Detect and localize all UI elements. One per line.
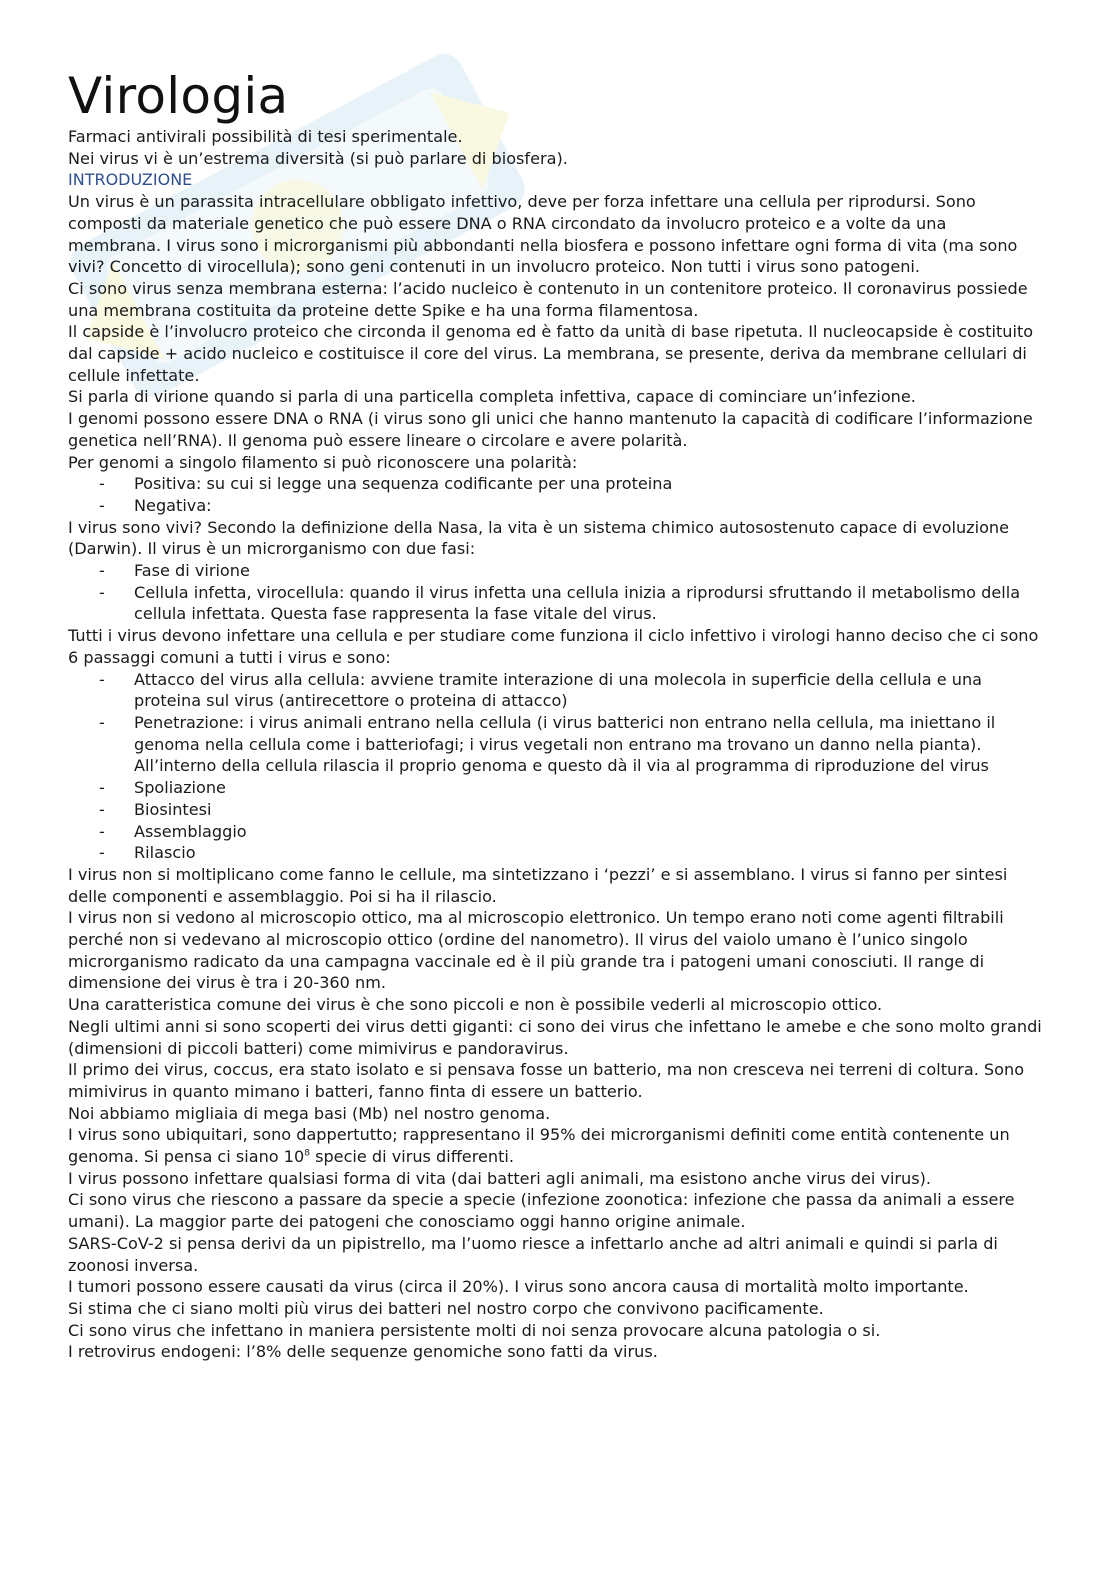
dash-bullet: - [99,843,105,863]
exponent: 8 [304,1148,310,1159]
list-item: - Penetrazione: i virus animali entrano nella cellula (i virus batterici non entrano nella cellula, ma iniettano il genoma nella cellula come i batteriofagi; i virus vegetali non entrano ma trovano un danno nella pianta). All’interno della cellula rilascia il proprio genoma e questo dà il via al programma di riproduzione del virus [99,712,996,776]
paragraph: Ci sono virus che infettano in maniera persistente molti di noi senza provocare alcuna patologia o si. [68,1320,881,1340]
paragraph: I virus possono infettare qualsiasi forma di vita (dai batteri agli animali, ma esistono anche virus dei virus). [68,1168,932,1188]
paragraph: I virus sono ubiquitari, sono dappertutto; rappresentano il 95% dei microrganismi definiti come entità contenente un genoma. Si pensa ci siano $10^8$ specie di virus differenti. [68,1125,1010,1167]
paragraph: Una caratteristica comune dei virus è che sono piccoli e non è possibile vederli al microscopio ottico. [68,995,883,1015]
list-item: - Cellula infetta, virocellula: quando il virus infetta una cellula inizia a riprodursi sfruttando il metabolismo della cellula infettata. Questa fase rappresenta la fase vitale del virus. [99,582,1021,624]
paragraph: Tutti i virus devono infettare una cellula e per studiare come funziona il ciclo infettivo i virologi hanno deciso che ci sono 6 passaggi comuni a tutti i virus e sono: [68,626,1039,667]
dash-bullet: - [99,712,105,732]
dash-bullet: - [99,821,105,841]
intro-line: Farmaci antivirali possibilità di tesi sperimentale. [68,127,463,146]
list-item: - Biosintesi [99,799,212,819]
paragraph: Un virus è un parassita intracellulare obbligato infettivo, deve per forza infettare una cellula per riprodursi. Sono composti da materiale genetico che può essere DNA o RNA circondato da involucro proteico e a volte da una membrana. I virus sono i microrganismi più abbondanti nella biosfera e possono infettare ogni forma di vita (ma sono vivi? Concetto di virocellula); sono geni contenuti in un involucro proteico. Non tutti i virus sono patogeni. [68,192,1018,277]
paragraph: I genomi possono essere DNA o RNA (i virus sono gli unici che hanno mantenuto la capacità di codificare l’informazione genetica nell’RNA). Il genoma può essere lineare o circolare e avere polarità. [68,409,1033,450]
dash-bullet: - [99,799,105,819]
paragraph: I tumori possono essere causati da virus (circa il 20%). I virus sono ancora causa di mortalità molto importante. [68,1277,969,1297]
list-item: - Positiva: su cui si legge una sequenza codificante per una proteina [99,474,673,494]
list-item: - Rilascio [99,843,196,863]
dash-bullet: - [99,474,105,494]
paragraph: Noi abbiamo migliaia di mega basi (Mb) nel nostro genoma. [68,1103,551,1123]
paragraph: I virus non si moltiplicano come fanno le cellule, ma sintetizzano i ‘pezzi’ e si assemblano. I virus si fanno per sintesi delle componenti e assemblaggio. Poi si ha il rilascio. [68,864,1008,906]
list-item: - Spoliazione [99,778,226,798]
paragraph: Il capside è l’involucro proteico che circonda il genoma ed è fatto da unità di base ripetuta. Il nucleocapside è costituito dal capside + acido nucleico e costituisce il core del virus. La membrana, se presente, deriva da membrane cellulari di cellule infettate. [68,322,1034,385]
list-item: - Assemblaggio [99,821,247,841]
paragraph: Si stima che ci siano molti più virus dei batteri nel nostro corpo che convivono pacificamente. [68,1298,824,1318]
dash-bullet: - [99,669,105,689]
dash-bullet: - [99,778,105,798]
paragraph: SARS-CoV-2 si pensa derivi da un pipistrello, ma l’uomo riesce a infettarlo anche ad altri animali e quindi si parla di zoonosi inversa. [68,1233,998,1275]
paragraph: I retrovirus endogeni: l’8% delle sequenze genomiche sono fatti da virus. [68,1342,658,1362]
phases-list [68,560,1043,625]
paragraph: Si parla di virione quando si parla di una particella completa infettiva, capace di cominciare un’infezione. [68,387,916,407]
infection-steps-list [68,669,1043,864]
paragraph: Ci sono virus che riescono a passare da specie a specie (infezione zoonotica: infezione che passa da animali a essere umani). La maggior parte dei patogeni che conosciamo oggi hanno origine animale. [68,1190,1015,1232]
dash-bullet: - [99,495,105,515]
paragraph: Negli ultimi anni si sono scoperti dei virus detti giganti: ci sono dei virus che infettano le amebe e che sono molto grandi (dimensioni di piccoli batteri) come mimivirus e pandoravirus. [68,1016,1042,1058]
paragraph: I virus sono vivi? Secondo la definizione della Nasa, la vita è un sistema chimico autosostenuto capace di evoluzione (Darwin). Il virus è un microrganismo con due fasi: [68,517,1010,559]
list-item: - Fase di virione [99,561,250,581]
dash-bullet: - [99,561,105,581]
polarity-list [68,473,1043,516]
paragraph: Il primo dei virus, coccus, era stato isolato e si pensava fosse un batterio, ma non cresceva nei terreni di coltura. Sono mimivirus in quanto mimano i batteri, fanno finta di essere un batterio. [68,1060,1025,1101]
intro-line: Nei virus vi è un’estrema diversità (si può parlare di biosfera). [68,148,568,168]
list-item: - Attacco del virus alla cellula: avviene tramite interazione di una molecola in superficie della cellula e una proteina sul virus (antirecettore o proteina di attacco) [99,669,983,711]
document-page [68,66,1043,1363]
dash-bullet: - [99,582,105,602]
section-heading: INTRODUZIONE [68,170,193,190]
paragraph: I virus non si vedono al microscopio ottico, ma al microscopio elettronico. Un tempo erano noti come agenti filtrabili perché non si vedevano al microscopio ottico (ordine del nanometro). Il virus del vaiolo umano è l’unico singolo microrganismo radicato da una campagna vaccinale ed è il più grande tra i patogeni umani conosciuti. Il range di dimensione dei virus è tra i 20-360 nm. [68,908,1004,993]
page-title: Virologia [68,67,289,125]
paragraph: Ci sono virus senza membrana esterna: l’acido nucleico è contenuto in un contenitore proteico. Il coronavirus possiede una membrana costituita da proteine dette Spike e ha una forma filamentosa. [68,278,1028,320]
paragraph: Per genomi a singolo filamento si può riconoscere una polarità: [68,452,578,472]
list-item: - Negativa: [99,495,212,515]
